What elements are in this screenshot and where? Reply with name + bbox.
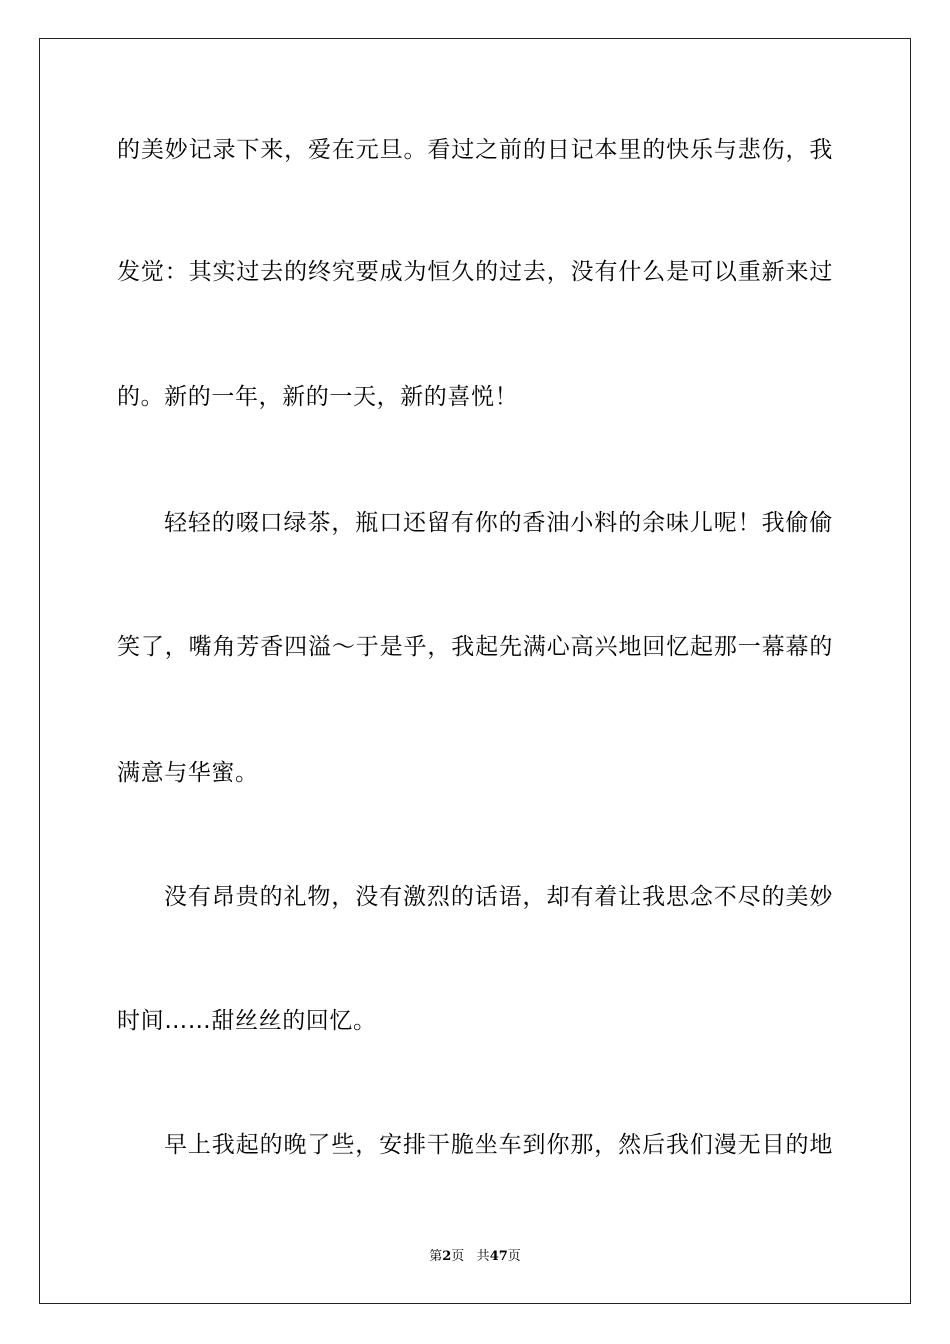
text-line-7: 没有昂贵的礼物，没有激烈的话语，却有着让我思念不尽的美妙 [164, 884, 833, 910]
page-suffix: 页 [451, 1249, 465, 1264]
text-line-4: 轻轻的啜口绿茶，瓶口还留有你的香油小料的余味儿呢！我偷偷 [164, 510, 833, 536]
text-line-6: 满意与华蜜。 [117, 760, 259, 786]
total-suffix: 页 [507, 1249, 521, 1264]
text-line-3: 的。新的一年，新的一天，新的喜悦！ [117, 384, 519, 410]
text-line-1: 的美妙记录下来，爱在元旦。看过之前的日记本里的快乐与悲伤，我 [117, 137, 833, 163]
text-line-5: 笑了，嘴角芳香四溢～于是乎，我起先满心高兴地回忆起那一幕幕的 [117, 634, 833, 660]
page-border [39, 38, 911, 1304]
page-number: 2 [442, 1249, 452, 1264]
total-prefix: 共 [476, 1249, 490, 1264]
page-prefix: 第 [429, 1249, 443, 1264]
total-pages: 47 [489, 1249, 508, 1264]
text-line-8: 时间……甜丝丝的回忆。 [117, 1008, 377, 1034]
text-line-9: 早上我起的晚了些，安排干脆坐车到你那，然后我们漫无目的地 [164, 1132, 833, 1158]
text-line-2: 发觉：其实过去的终究要成为恒久的过去，没有什么是可以重新来过 [117, 259, 833, 285]
page-footer [0, 1248, 950, 1266]
